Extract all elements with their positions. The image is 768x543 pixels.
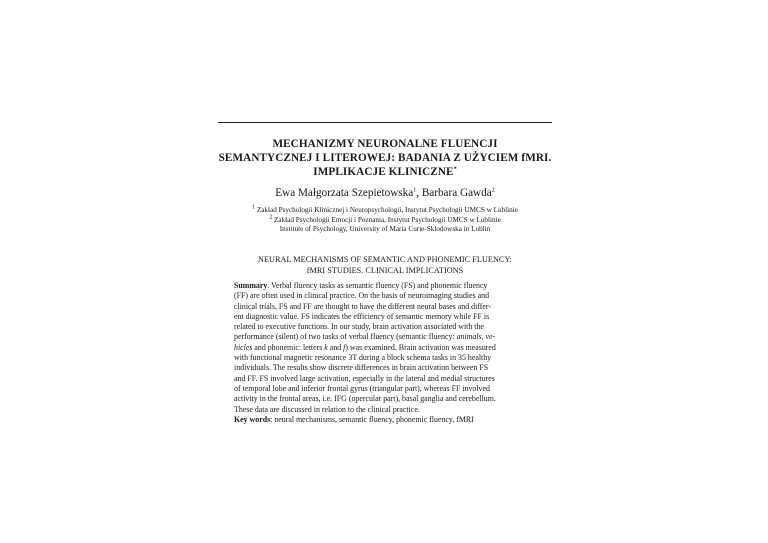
affiliation-2-text: Zakład Psychologii Emocji i Poznania, Instytut Psychologii UMCS w Lublinie [272,215,501,224]
affiliation-2 [200,216,570,226]
italic-k: k [324,342,328,352]
italic-animals: animals, ve- [456,332,496,342]
abstract-line-1 [234,281,534,291]
author-2-name: Barbara Gawda [421,187,492,199]
abstract-line-7-end: ) was examined. Brain activation was measured [345,342,496,352]
authors [200,186,570,200]
abstract-line-6-text: performance (silent) of two tasks of verbal fluency (semantic fluency: [234,332,457,342]
abstract-line-10: and FF. FS involved large activation, especially in the lateral and medial structures [234,373,495,383]
abstract-line-3: clinical trials, FS and FF are thought to have the different neural bases and differ- [234,301,492,311]
keywords-label: Key words [234,414,271,424]
author-2-mark: 2 [491,187,495,194]
italic-f: f [343,342,346,352]
keywords-text: : neural mechanisms, semantic fluency, phonemic fluency, fMRI [270,414,474,424]
abstract-line-7 [234,343,534,353]
abstract-line-7-mid: and phonemic: letters [252,342,325,352]
abstract-line-13: These data are discussed in relation to the clinical practice. [234,404,420,414]
abstract-line-2: (FF) are often used in clinical practice. On the basis of neuroimaging studies and [234,291,490,301]
italic-hicles: hicles [234,342,253,352]
paper-title-line-1: MECHANIZMY NEURONALNE FLUENCJI [272,138,498,150]
abstract-line-12: activity in the frontal areas, i.e. IFG (opercular part), basal ganglia and cerebellum. [234,394,496,404]
abstract-line-7-and: and [327,342,344,352]
english-title [200,255,570,276]
affiliation-1 [200,206,570,216]
top-rule [218,122,552,123]
affiliation-3-text: Institute of Psychology, University of Maria Curie-Sklodowska in Lublin [279,225,491,233]
english-title-line-1: NEURAL MECHANISMS OF SEMANTIC AND PHONEMIC FLUENCY: [258,255,512,264]
abstract-line-8: with functional magnetic resonance 3T during a block schema tasks in 35 healthy [234,353,492,363]
abstract-line-5: related to executive functions. In our study, brain activation associated with the [234,322,484,332]
paper-title [200,137,570,179]
paper-title-line-2: SEMANTYCZNEJ I LITEROWEJ: BADANIA Z UŻYCIEM fMRI. [218,152,552,164]
affiliation-3 [200,225,570,235]
abstract-line-11: of temporal lobe and inferior frontal gyrus (triangular part), whereas FF involved [234,383,490,393]
title-footnote-mark: * [453,166,457,173]
abstract-line-1-text: . Verbal fluency tasks as semantic fluency (FS) and phonemic fluency [267,281,488,290]
affiliation-2-mark: 2 [269,214,273,221]
affiliation-1-text: Zakład Psychologii Klinicznej i Neuropsychologii, Instytut Psychologii UMCS w Lublinie [255,206,518,214]
author-separator: , [416,187,422,199]
abstract [234,281,534,425]
paper-title-line-3 [200,165,570,179]
keywords-line [234,415,534,425]
affiliations [200,206,570,235]
author-1-name: Ewa Małgorzata Szepietowska [275,187,414,199]
author-1-mark: 1 [413,187,417,194]
affiliation-1-mark: 1 [252,204,256,211]
abstract-line-6 [234,332,534,342]
abstract-line-9: individuals. The results show discrete differences in brain activation between FS [234,363,489,373]
paper-title-line-3-text: IMPLIKACJE KLINICZNE [313,166,454,178]
summary-label: Summary [234,281,268,290]
english-title-line-2: fMRI STUDIES. CLINICAL IMPLICATIONS [306,265,464,275]
abstract-line-4: ent diagnostic value. FS indicates the efficiency of semantic memory while FF is [234,311,490,321]
